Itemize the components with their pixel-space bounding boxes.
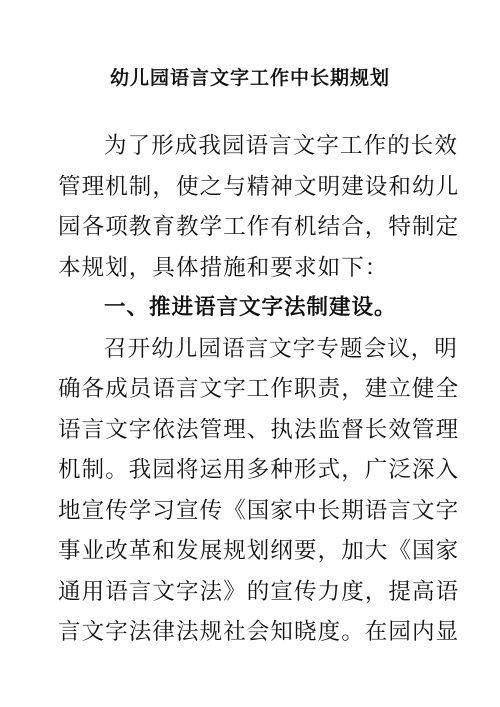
paragraph-line: 机制。我园将运用多种形式，广泛深入 xyxy=(58,457,460,483)
paragraph-line: 园各项教育教学工作有机结合，特制定 xyxy=(58,214,460,240)
paragraph-line: 为了形成我园语言文字工作的长效 xyxy=(104,133,459,159)
paragraph-line: 言文字法律法规社会知晓度。在园内显 xyxy=(58,619,460,645)
section-heading: 一、推进语言文字法制建设。 xyxy=(104,295,397,320)
paragraph-line: 事业改革和发展规划纲要，加大《国家 xyxy=(58,538,460,564)
paragraph-line: 地宣传学习宣传《国家中长期语言文字 xyxy=(58,497,460,524)
document-body xyxy=(58,126,460,653)
paragraph-line: 通用语言文字法》的宣传力度，提高语 xyxy=(58,578,460,605)
paragraph-line: 确各成员语言文字工作职责，建立健全 xyxy=(58,376,460,402)
paragraph-line: 召开幼儿园语言文字专题会议，明 xyxy=(104,335,459,362)
document-title: 幼儿园语言文字工作中长期规划 xyxy=(109,67,390,89)
paragraph-line: 管理机制，使之与精神文明建设和幼儿 xyxy=(58,173,460,200)
paragraph-line: 语言文字依法管理、执法监督长效管理 xyxy=(58,416,460,443)
paragraph-line: 本规划，具体措施和要求如下： xyxy=(58,254,389,281)
